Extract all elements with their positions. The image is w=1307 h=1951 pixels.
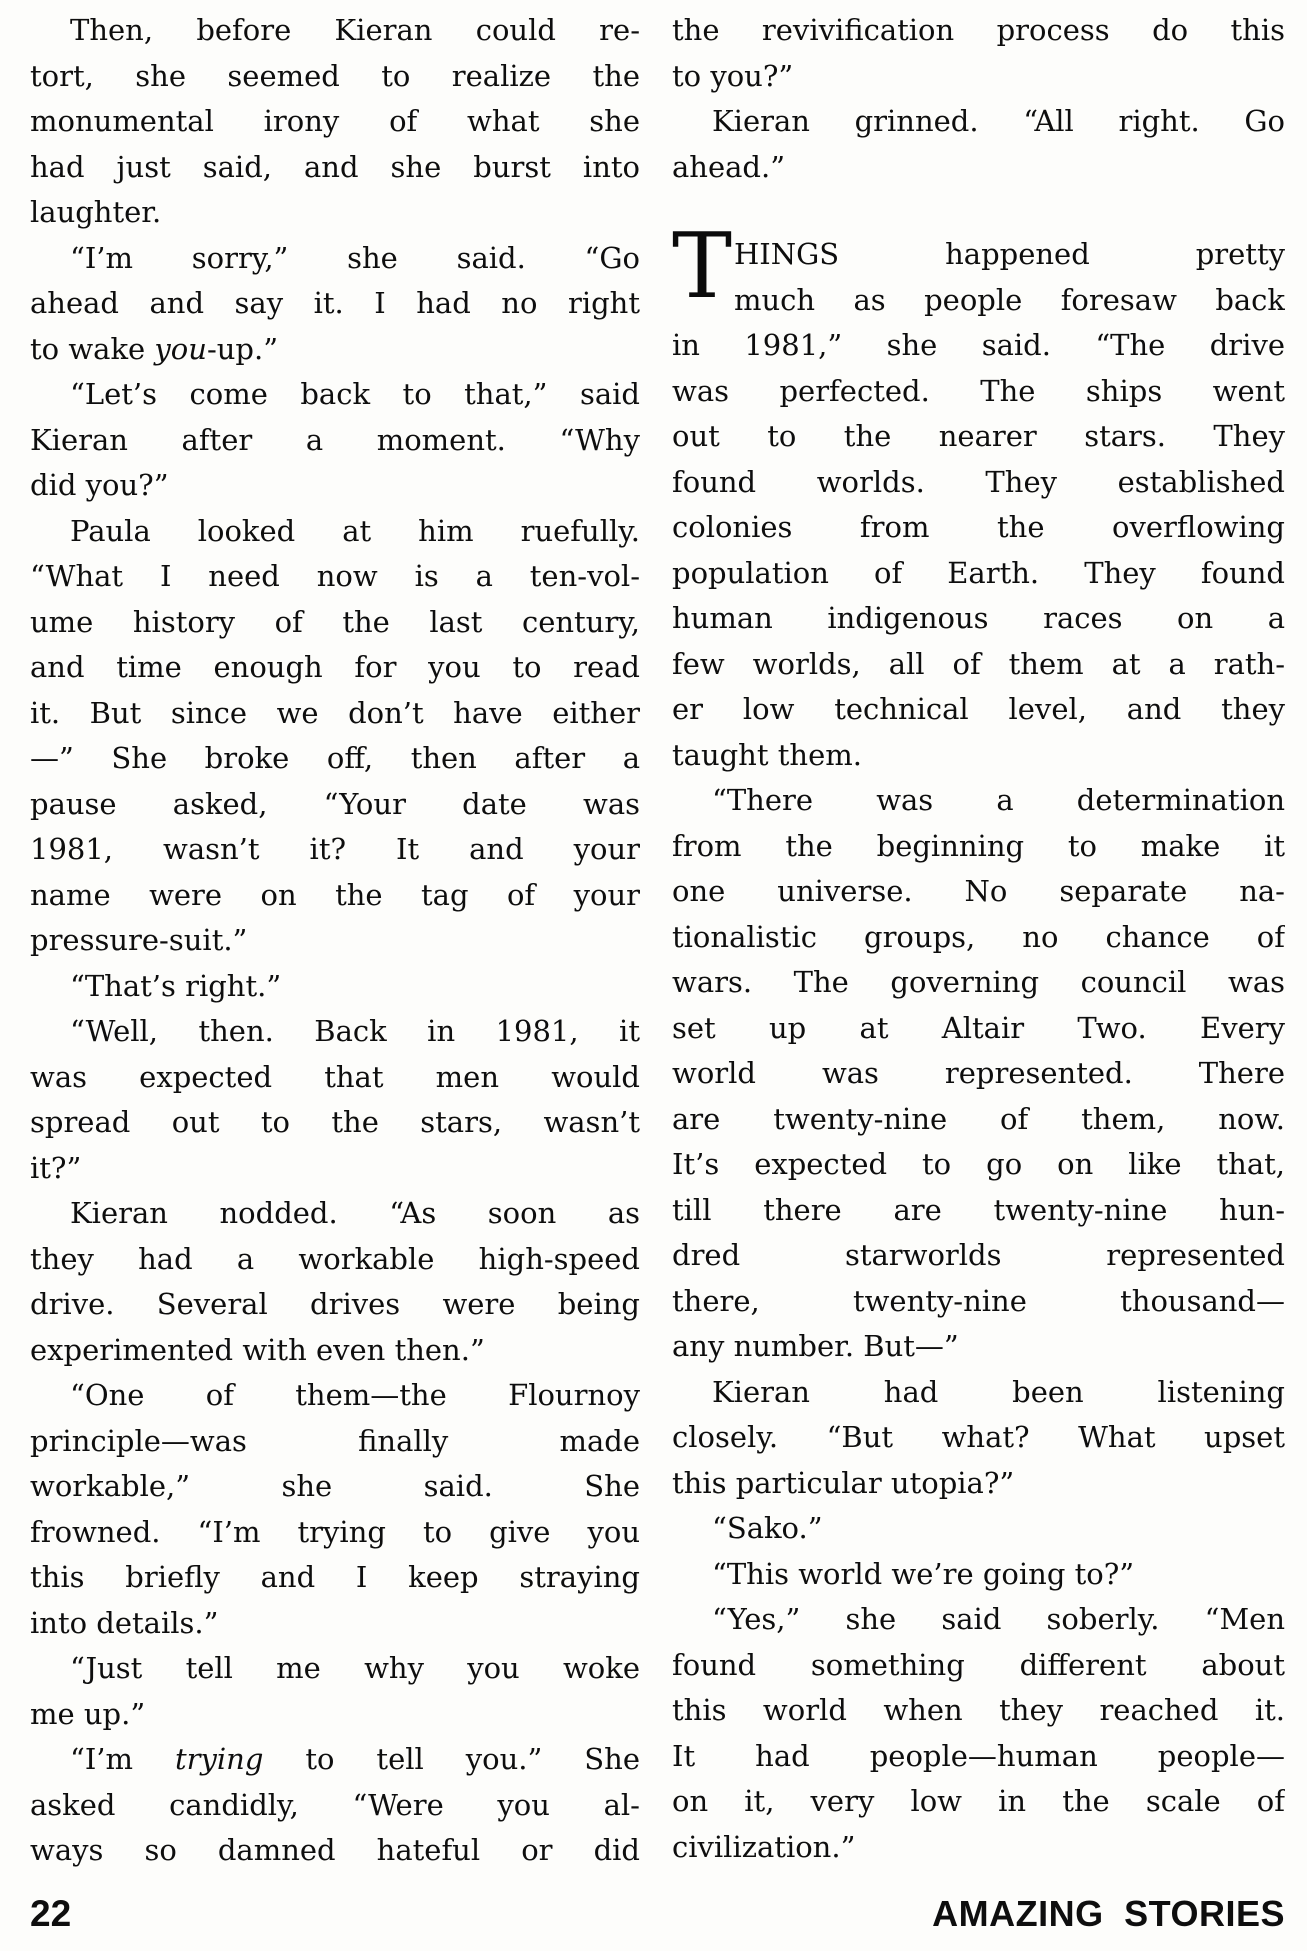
text-line: Kieran after a moment. “Why <box>30 422 640 457</box>
text-line: drive. Several drives were being <box>30 1287 640 1321</box>
text-line: found something different about <box>672 1647 1285 1682</box>
text-line: experimented with even then.” <box>30 1332 485 1367</box>
text-line: me up.” <box>30 1696 146 1731</box>
text-line: ahead.” <box>672 149 786 184</box>
page-footer <box>30 1884 1285 1934</box>
text-line: population of Earth. They found <box>672 555 1285 590</box>
text-line: this world when they reached it. <box>672 1693 1285 1727</box>
text-line: “One of them—the Flournoy <box>70 1378 640 1412</box>
text-line: pressure-suit.” <box>30 923 248 957</box>
text-line: it. But since we don’t have either <box>30 695 640 730</box>
text-line: Kieran nodded. “As soon as <box>70 1196 640 1230</box>
text-line: “Just tell me why you woke <box>70 1651 640 1685</box>
text-line: Kieran had been listening <box>712 1374 1285 1409</box>
text-line: it?” <box>30 1150 82 1185</box>
text-line: ahead and say it. I had no right <box>30 286 640 320</box>
text-line: from the beginning to make it <box>672 828 1285 863</box>
left-text-column <box>30 8 640 1874</box>
text-line: Paula looked at him ruefully. <box>70 513 640 548</box>
page-number: 22 <box>30 1893 72 1934</box>
text-line: this particular utopia?” <box>672 1465 1015 1500</box>
section-break <box>672 190 1285 232</box>
text-line: “Yes,” she said soberly. “Men <box>712 1602 1285 1636</box>
text-line: “That’s right.” <box>70 968 282 1003</box>
text-line: did you?” <box>30 468 169 502</box>
text-line: It had people—human people— <box>672 1738 1285 1773</box>
text-line: workable,” she said. She <box>30 1469 640 1503</box>
text-line: set up at Altair Two. Every <box>672 1010 1285 1045</box>
text-line: spread out to the stars, wasn’t <box>30 1105 640 1139</box>
text-line: “There was a determination <box>712 783 1285 817</box>
text-line: HINGS happened pretty <box>734 237 1285 271</box>
text-line: frowned. “I’m trying to give you <box>30 1514 640 1549</box>
text-line: colonies from the overflowing <box>672 510 1285 544</box>
text-line: Kieran grinned. “All right. Go <box>712 104 1285 138</box>
text-line: much as people foresaw back <box>734 282 1285 317</box>
text-line: few worlds, all of them at a rath- <box>672 646 1285 681</box>
text-line: “I’m sorry,” she said. “Go <box>70 240 640 275</box>
drop-cap: T <box>672 214 733 319</box>
text-line: principle—was finally made <box>30 1423 640 1458</box>
text-line: “Sako.” <box>712 1511 823 1545</box>
text-line: “Well, then. Back in 1981, it <box>70 1014 640 1048</box>
text-line: name were on the tag of your <box>30 877 640 912</box>
text-line: on it, very low in the scale of <box>672 1784 1285 1818</box>
text-line: tort, she seemed to realize the <box>30 58 640 93</box>
text-line: human indigenous races on a <box>672 601 1285 635</box>
text-line: till there are twenty-nine hun- <box>672 1192 1285 1227</box>
text-line: pause asked, “Your date was <box>30 786 640 821</box>
text-line: world was represented. There <box>672 1056 1285 1090</box>
text-line: “This world we’re going to?” <box>712 1556 1135 1591</box>
text-line: 1981, wasn’t it? It and your <box>30 832 640 866</box>
text-line: Then, before Kieran could re- <box>70 13 640 47</box>
text-line: are twenty-nine of them, now. <box>672 1101 1285 1136</box>
text-line: they had a workable high-speed <box>30 1241 640 1276</box>
text-line: “Let’s come back to that,” said <box>70 377 640 411</box>
text-line: and time enough for you to read <box>30 650 640 684</box>
text-line: monumental irony of what she <box>30 104 640 138</box>
text-line: one universe. No separate na- <box>672 874 1285 908</box>
text-line: the revivification process do this <box>672 13 1285 47</box>
text-line: out to the nearer stars. They <box>672 419 1285 453</box>
text-line: wars. The governing council was <box>672 965 1285 999</box>
text-line: was expected that men would <box>30 1059 640 1094</box>
text-line: er low technical level, and they <box>672 692 1285 726</box>
text-line: had just said, and she burst into <box>30 149 640 184</box>
text-line: It’s expected to go on like that, <box>672 1147 1285 1181</box>
text-line: asked candidly, “Were you al- <box>30 1787 640 1822</box>
text-line: this briefly and I keep straying <box>30 1560 640 1594</box>
text-line: to wake you-up.” <box>30 331 279 366</box>
magazine-title: AMAZING STORIES <box>932 1893 1285 1934</box>
text-line: “What I need now is a ten-vol- <box>30 559 640 593</box>
text-line: tionalistic groups, no chance of <box>672 919 1285 954</box>
text-line: there, twenty-nine thousand— <box>672 1283 1285 1318</box>
text-line: ways so damned hateful or did <box>30 1833 640 1867</box>
text-line: ume history of the last century, <box>30 604 640 639</box>
right-text-column <box>672 8 1285 1870</box>
text-line: found worlds. They established <box>672 464 1285 499</box>
text-line: was perfected. The ships went <box>672 373 1285 408</box>
text-line: taught them. <box>672 737 862 772</box>
text-line: dred starworlds represented <box>672 1238 1285 1272</box>
text-line: “I’m trying to tell you.” She <box>70 1742 640 1776</box>
text-line: —” She broke off, then after a <box>30 741 640 775</box>
text-line: civilization.” <box>672 1829 856 1864</box>
text-line: to you?” <box>672 58 794 93</box>
text-line: laughter. <box>30 195 162 229</box>
text-line: in 1981,” she said. “The drive <box>672 328 1285 362</box>
text-line: any number. But—” <box>672 1329 959 1363</box>
text-line: into details.” <box>30 1605 219 1640</box>
text-line: closely. “But what? What upset <box>672 1420 1285 1454</box>
